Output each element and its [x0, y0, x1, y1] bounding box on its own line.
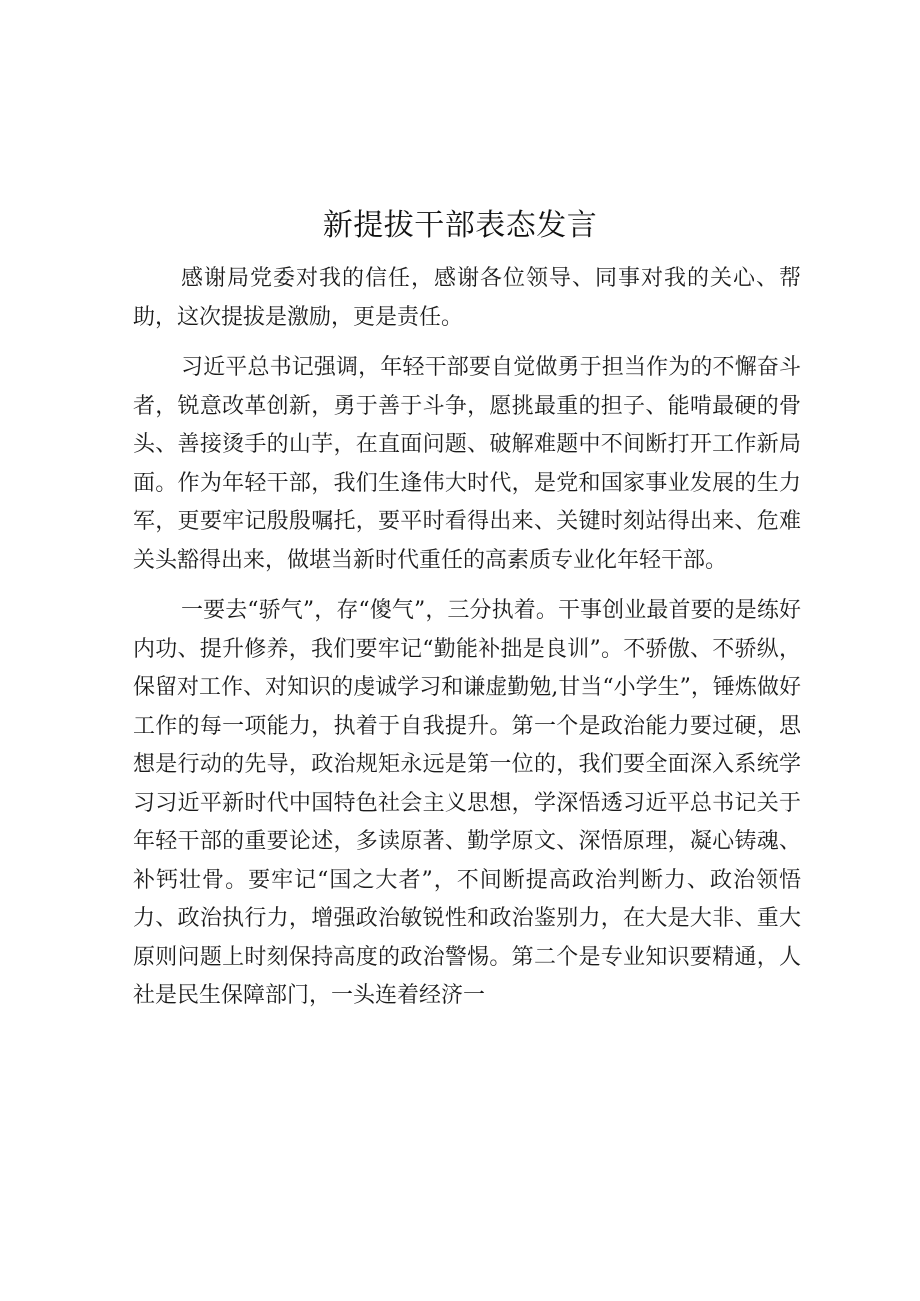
paragraph-first-point: 一要去“骄气”，存“傻气”，三分执着。干事创业最首要的是练好内功、提升修养，我们要牢记“勤能补拙是良训”。不骄傲、不骄纵，保留对工作、对知识的虔诚学习和谦虚勤勉,甘当“小学生”，锤炼做好工作的每一项能力，执着于自我提升。第一个是政治能力要过硬，思想是行动的先导，政治规矩永远是第一位的，我们要全面深入系统学习习近平新时代中国特色社会主义思想，学深悟透习近平总书记关于年轻干部的重要论述，多读原著、勤学原文、深悟原理，凝心铸魂、补钙壮骨。要牢记“国之大者”，不间断提高政治判断力、政治领悟力、政治执行力，增强政治敏锐性和政治鉴别力，在大是大非、重大原则问题上时刻保持高度的政治警惕。第二个是专业知识要精通，人社是民生保障部门，一头连着经济一 — [133, 598, 801, 1008]
document-title: 新提拔干部表态发言 — [322, 208, 598, 243]
paragraph-youth-cadres: 习近平总书记强调，年轻干部要自觉做勇于担当作为的不懈奋斗者，锐意改革创新，勇于善于斗争，愿挑最重的担子、能啃最硬的骨头、善接烫手的山芋，在直面问题、破解难题中不间断打开工作新局面。作为年轻干部，我们生逢伟大时代，是党和国家事业发展的生力军，更要牢记殷殷嘱托，要平时看得出来、关键时刻站得出来、危难关头豁得出来，做堪当新时代重任的高素质专业化年轻干部。 — [133, 355, 801, 573]
paragraph-gratitude: 感谢局党委对我的信任，感谢各位领导、同事对我的关心、帮助，这次提拔是激励，更是责任。 — [133, 266, 801, 330]
document-body — [133, 260, 801, 1016]
